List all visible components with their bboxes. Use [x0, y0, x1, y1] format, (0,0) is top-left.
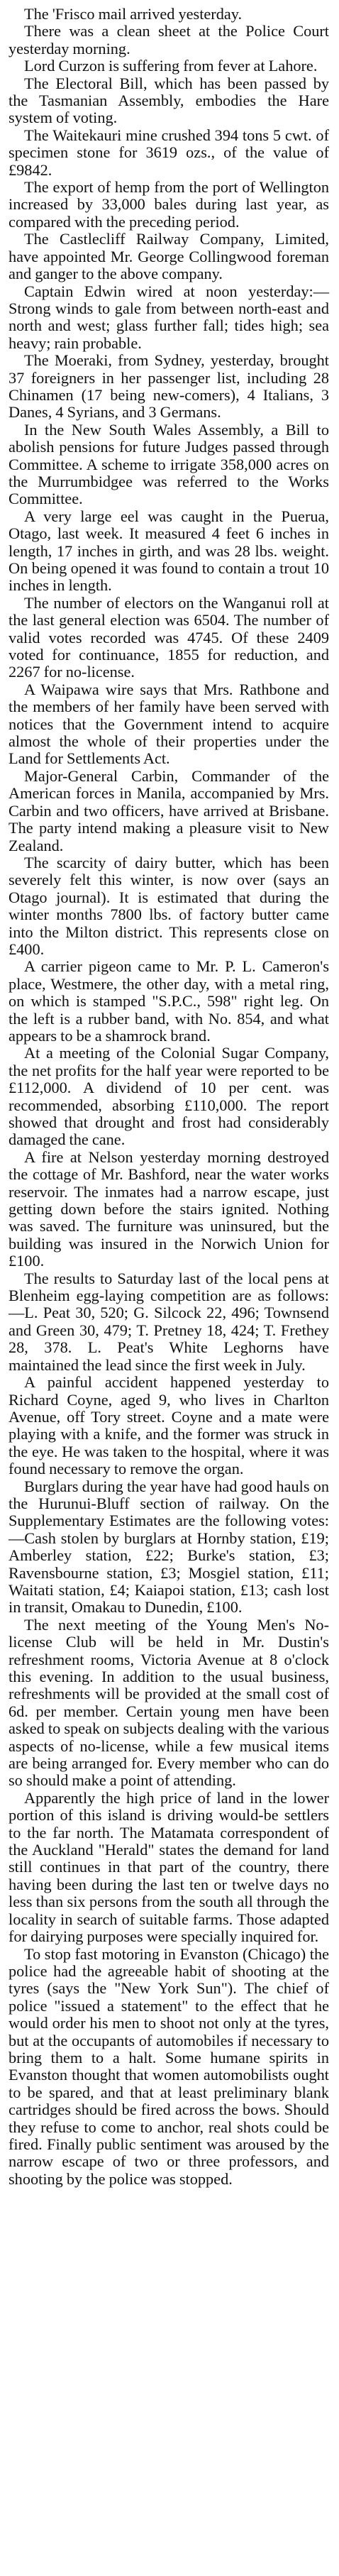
- paragraph-lord-curzon: Lord Curzon is suffering from fever at Lahore.: [24, 57, 318, 75]
- paragraph-waipawa-rathbone: A Waipawa wire says that Mrs. Rathbone and the members of her family have been served with notices that the Government intend to acquire almost the whole of their properties under the Land for Settlements Act.: [9, 680, 329, 768]
- paragraph-moeraki-passengers: The Moeraki, from Sydney, yesterday, brought 37 foreigners in her passenger list, including 28 Chinamen (17 being new-comers), 4 Italians, 3 Danes, 4 Syrians, and 3 Germans.: [9, 351, 329, 422]
- paragraph-painful-accident: A painful accident happened yesterday to Richard Coyne, aged 9, who lives in Charlton Avenue, off Tory street. Coyne and a mate were playing with a knife, and the former was struck in the eye. He was taken to the hospital, where it was found necessary to remove the organ.: [9, 1373, 329, 1478]
- paragraph-electoral-bill: The Electoral Bill, which has been passed by the Tasmanian Assembly, embodies the Hare system of voting.: [9, 74, 329, 127]
- paragraph-colonial-sugar: At a meeting of the Colonial Sugar Company, the net profits for the half year were reported to be £112,000. A dividend of 10 per cent. was recommended, absorbing £110,000. The report showed that drought and frost had considerably damaged the cane.: [9, 1044, 329, 1149]
- paragraph-no-license-club: The next meeting of the Young Men's No-license Club will be held in Mr. Dustin's refreshment rooms, Victoria Avenue at 8 o'clock this evening. In addition to the usual business, refreshments will be provided at the small cost of 6d. per member. Certain young men have been asked to speak on subjects dealing with the various aspects of no-license, while a few musical items are being arranged for. Every member who can do so should make a point of attending.: [9, 1615, 329, 1790]
- paragraph-castlecliff-railway: The Castlecliff Railway Company, Limited, have appointed Mr. George Collingwood foreman and ganger to the above company.: [9, 230, 329, 283]
- paragraph-egg-laying: The results to Saturday last of the local pens at Blenheim egg-laying competition are as follows:—L. Peat 30, 520; G. Silcock 22, 496; Townsend and Green 30, 479; T. Pretney 18, 424; T. Frethey 28, 378. L. Peat's White Leghorns have maintained the lead since the first week in July.: [9, 1269, 329, 1374]
- paragraph-frisco-mail: The 'Frisco mail arrived yesterday.: [24, 5, 243, 23]
- paragraph-nsw-assembly: In the New South Wales Assembly, a Bill to abolish pensions for future Judges passed through Committee. A scheme to irrigate 358,000 acres on the Murrumbidgee was referred to the Works Committee.: [9, 420, 329, 508]
- paragraph-weather-report: Captain Edwin wired at noon yesterday:—Strong winds to gale from between north-east and north and west; glass further fall; tides high; sea heavy; rain probable.: [9, 282, 329, 352]
- paragraph-dairy-butter: The scarcity of dairy butter, which has been severely felt this winter, is now over (says an Otago journal). It is estimated that during the winter months 7800 lbs. of factory butter came into the Milton district. This represents close on £400.: [9, 853, 329, 958]
- paragraph-land-prices: Apparently the high price of land in the lower portion of this island is driving would-be settlers to the far north. The Matamata correspondent of the Auckland "Herald" states the demand for land still continues in that part of the country, there having been during the last ten or twelve days no less than six persons from the south all through the locality in search of suitable farms. Those adapted for dairying purposes were specially inquired for.: [9, 1788, 329, 1946]
- paragraph-major-general-carbin: Major-General Carbin, Commander of the American forces in Manila, accompanied by Mrs. Carbin and two officers, have arrived at Brisbane. The party intend making a pleasure visit to New Zealand.: [9, 766, 329, 854]
- paragraph-wanganui-electors: The number of electors on the Wanganui roll at the last general election was 6504. The number of valid votes recorded was 4745. Of these 2409 voted for continuance, 1855 for reduction, and 2267 for no-license.: [9, 593, 329, 681]
- paragraph-large-eel: A very large eel was caught in the Puerua, Otago, last week. It measured 4 feet 6 inches in length, 17 inches in girth, and was 28 lbs. weight. On being opened it was found to contain a trout 10 inches in length.: [9, 507, 329, 595]
- paragraph-hemp-export: The export of hemp from the port of Wellington increased by 33,000 bales during last year, as compared with the preceding period.: [9, 178, 329, 231]
- paragraph-evanston-motoring: To stop fast motoring in Evanston (Chicago) the police had the agreeable habit of shooting at the tyres (says the "New York Sun"). The chief of police "issued a statement" to the effect that he would order his men to shoot not only at the tyres, but at the occupants of automobiles if necessary to bring them to a halt. Some humane spirits in Evanston thought that women automobilists ought to be spared, and that at least preliminary blank cartridges should be fired across the bows. Should they refuse to come to anchor, real shots could be fired. Finally public sentiment was aroused by the narrow escape of two or three professors, and shooting by the police was stopped.: [9, 1944, 329, 2188]
- paragraph-burglars: Burglars during the year have had good hauls on the Hurunui-Bluff section of railway. On the Supplementary Estimates are the following votes:—Cash stolen by burglars at Hornby station, £19; Amberley station, £22; Burke's station, £3; Ravensbourne station, £3; Mosgiel station, £11; Waitati station, £4; Kaiapoi station, £13; cash lost in transit, Omakau to Dunedin, £100.: [9, 1477, 329, 1617]
- paragraph-waitekauri-mine: The Waitekauri mine crushed 394 tons 5 cwt. of specimen stone for 3619 ozs., of the value of £9842.: [9, 126, 329, 179]
- paragraph-police-court: There was a clean sheet at the Police Court yesterday morning.: [9, 22, 329, 57]
- paragraph-nelson-fire: A fire at Nelson yesterday morning destroyed the cottage of Mr. Bashford, near the water works reservoir. The inmates had a narrow escape, just getting down before the stairs ignited. Nothing was saved. The furniture was uninsured, but the building was insured in the Norwich Union for £100.: [9, 1147, 329, 1270]
- paragraph-carrier-pigeon: A carrier pigeon came to Mr. P. L. Cameron's place, Westmere, the other day, with a metal ring, on which is stamped "S.P.C., 598" right leg. On the left is a rubber band, with No. 854, and what appears to be a shamrock brand.: [9, 957, 329, 1045]
